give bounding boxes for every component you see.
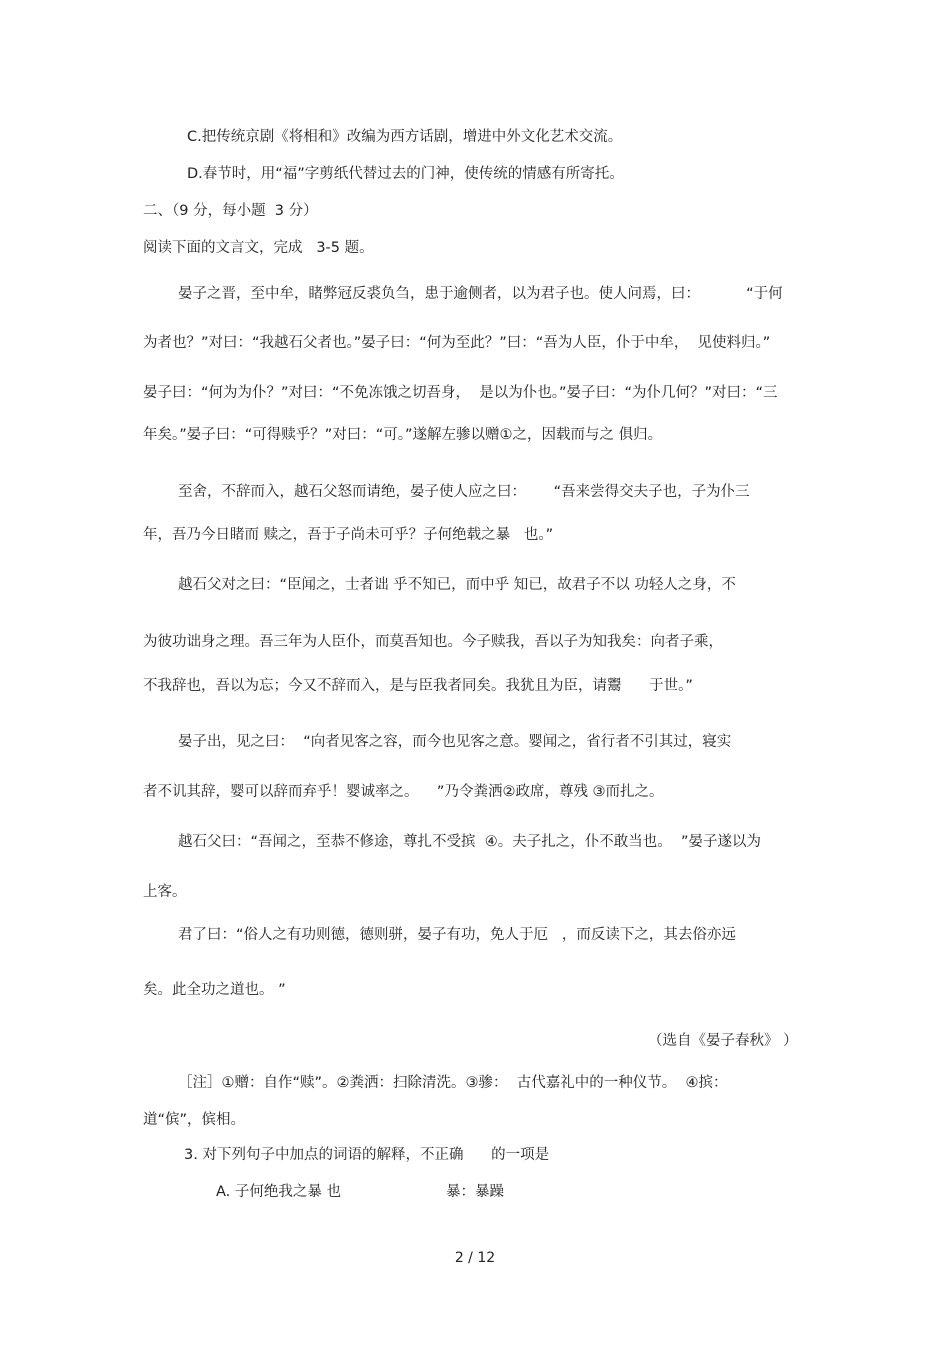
source-citation: （选自《晏子春秋》 ） bbox=[648, 1033, 798, 1049]
passage-line: 年，吾乃今日睹而 赎之，吾于子尚未可乎？子何绝载之暴 也。” bbox=[143, 527, 554, 543]
passage-line: 至舍，不辞而入，越石父怒而请绝，晏子使人应之曰： “吾来尝得交夫子也，子为仆三 bbox=[178, 484, 750, 500]
option-a-definition: 暴：暴躁 bbox=[446, 1184, 504, 1200]
section-heading: 二、（9 分，每小题 3 分） bbox=[143, 203, 318, 219]
passage-line: 为彼功诎身之理。吾三年为人臣仆，而莫吾知也。今子赎我，吾以子为知我矣：向者子乘， bbox=[143, 634, 723, 650]
question-3: 3. 对下列句子中加点的词语的解释，不正确 的一项是 bbox=[184, 1147, 550, 1163]
footnote-line: 道“傧”，傧相。 bbox=[143, 1112, 246, 1128]
passage-line: 晏子之晋，至中牟，睹弊冠反裘负刍，患于逾侧者，以为君子也。使人问焉，曰： “于何 bbox=[178, 286, 783, 302]
reading-instruction: 阅读下面的文言文，完成 3-5 题。 bbox=[143, 240, 374, 256]
page-number: 2 / 12 bbox=[454, 1250, 496, 1266]
passage-line: 上客。 bbox=[143, 884, 187, 900]
passage-line: 越石父对之曰：“臣闻之，士者诎 乎不知已，而中乎 知已，故君子不以 功轻人之身，不 bbox=[178, 577, 736, 593]
option-a: A. 子何绝我之暴 也 bbox=[216, 1184, 341, 1200]
passage-line: 君了曰：“俗人之有功则德，德则骈，晏子有功，免人于厄 ，而反读下之，其去俗亦远 bbox=[178, 927, 736, 943]
footnote-line: ［注］①赠：自作“赎”。②粪洒：扫除清洗。③骖： 古代嘉礼中的一种仪节。 ④摈： bbox=[178, 1075, 728, 1091]
passage-line: 矣。此全功之道也。 ” bbox=[143, 982, 286, 998]
passage-line: 越石父曰：“吾闻之，至恭不修途，尊扎不受摈 ④。夫子扎之，仆不敢当也。 ”晏子遂以为 bbox=[178, 834, 761, 850]
option-c: C.把传统京剧《将相和》改编为西方话剧，增进中外文化艺术交流。 bbox=[187, 129, 623, 145]
passage-line: 不我辞也，吾以为忘；今又不辞而入，是与臣我者同矣。我犹且为臣，请鬻 于世。” bbox=[143, 678, 693, 694]
passage-line: 年矣。”晏子曰：“可得赎乎？”对曰：“可。”遂解左骖以赠①之，因载而与之 俱归。 bbox=[143, 427, 663, 443]
passage-line: 者不讥其辞，婴可以辞而弃乎！婴诚率之。 ”乃令粪洒②政席，尊残 ③而扎之。 bbox=[143, 784, 664, 800]
passage-line: 晏子出，见之曰： “向者见客之容，而今也见客之意。婴闻之，省行者不引其过，寝实 bbox=[178, 734, 732, 750]
passage-line: 晏子曰：“何为为仆？”对曰：“不免冻饿之切吾身， 是以为仆也。”晏子曰：“为仆几何？”对曰：“三 bbox=[143, 385, 778, 401]
option-d: D.春节时，用“福”字剪纸代替过去的门神，使传统的情感有所寄托。 bbox=[187, 166, 624, 182]
passage-line: 为者也？”对曰：“我越石父者也。”晏子曰：“何为至此？”曰：“吾为人臣，仆于中牟， 见使料归。” bbox=[143, 335, 771, 351]
